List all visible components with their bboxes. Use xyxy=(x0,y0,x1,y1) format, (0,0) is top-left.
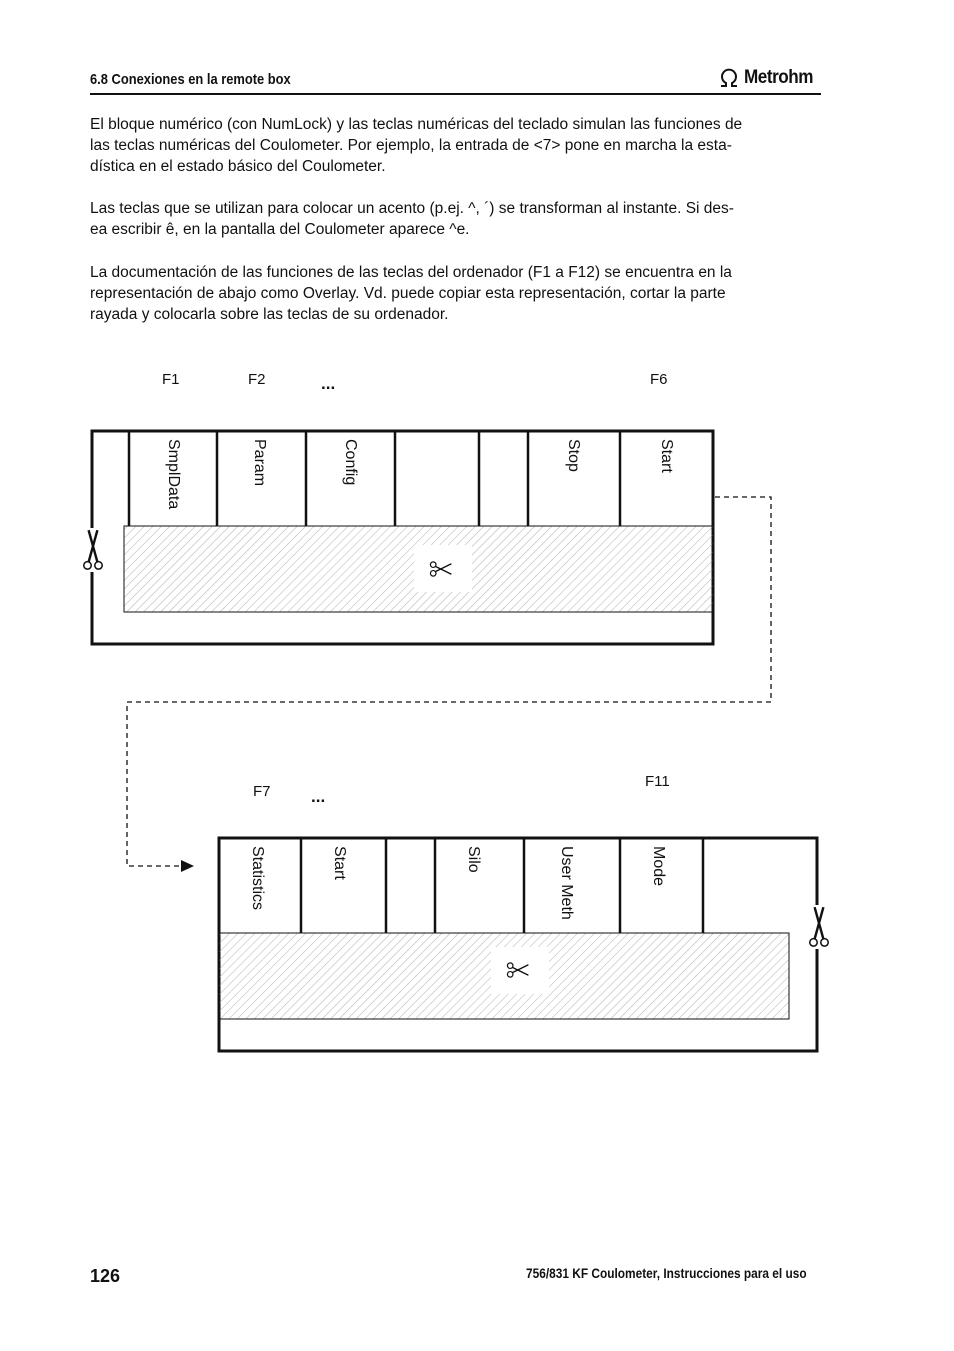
key-label-user-meth: User Meth xyxy=(558,846,575,920)
fkey-ellipsis: ... xyxy=(321,374,336,393)
fkey-label-f1: F1 xyxy=(162,371,180,388)
document-title: 756/831 KF Coulometer, Instrucciones para el uso xyxy=(526,1266,807,1281)
brand-name: Metrohm xyxy=(744,67,814,88)
paragraph-line: dística en el estado básico del Coulometer. xyxy=(90,158,386,175)
paragraph-line: las teclas numéricas del Coulometer. Por ejemplo, la entrada de <7> pone en marcha la esta- xyxy=(90,137,732,154)
section-title: 6.8 Conexiones en la remote box xyxy=(90,71,291,88)
key-label-config: Config xyxy=(342,439,359,486)
key-label-start: Start xyxy=(331,846,348,880)
fkey-label-f2: F2 xyxy=(248,371,266,388)
paragraph-line: rayada y colocarla sobre las teclas de su ordenador. xyxy=(90,306,449,323)
paragraph-line: La documentación de las funciones de las teclas del ordenador (F1 a F12) se encuentra en la xyxy=(90,264,732,281)
overlay-bottom xyxy=(219,838,830,1051)
key-label-smpldata: SmplData xyxy=(165,439,182,510)
key-label-stop: Stop xyxy=(565,439,582,472)
fkey-label-f11: F11 xyxy=(645,773,670,790)
arrow-icon xyxy=(181,860,194,872)
key-label-silo: Silo xyxy=(465,846,482,873)
key-label-mode: Mode xyxy=(650,846,667,887)
fkey-ellipsis: ... xyxy=(311,787,326,806)
key-label-param: Param xyxy=(251,439,268,487)
key-label-statistics: Statistics xyxy=(249,846,266,911)
key-label-start: Start xyxy=(658,439,675,473)
page-number: 126 xyxy=(90,1266,121,1286)
fkey-label-f7: F7 xyxy=(253,783,271,800)
paragraph-line: El bloque numérico (con NumLock) y las teclas numéricas del teclado simulan las funciones de xyxy=(90,116,743,133)
paragraph-line: representación de abajo como Overlay. Vd. puede copiar esta representación, cortar la parte xyxy=(90,285,726,302)
fkey-label-f6: F6 xyxy=(650,371,668,388)
paragraph-line: Las teclas que se utilizan para colocar un acento (p.ej. ^, ´) se transforman al instante. Si des- xyxy=(90,200,734,217)
paragraph-line: ea escribir ê, en la pantalla del Coulometer aparece ^e. xyxy=(90,221,470,238)
